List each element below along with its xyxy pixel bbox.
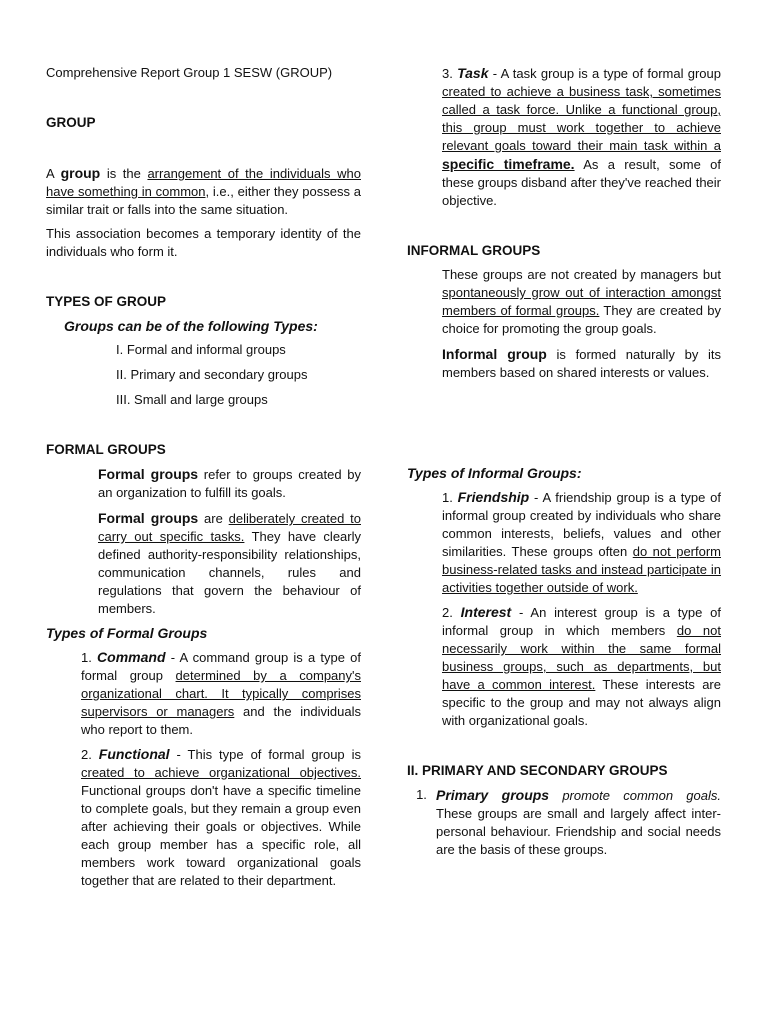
item-number: 1. [81, 650, 92, 665]
text: - This type of formal group is [169, 747, 361, 762]
right-column [407, 64, 721, 859]
item-title: Command [97, 649, 166, 665]
item-number: 1. [416, 787, 427, 802]
informal-groups-heading: INFORMAL GROUPS [407, 243, 541, 258]
formal-paragraph-1 [98, 465, 361, 502]
bold-underlined-text: specific timeframe. [442, 156, 575, 172]
association-paragraph: This association becomes a temporary identity of the individuals who form it. [46, 226, 361, 259]
types-informal-heading: Types of Informal Groups: [407, 465, 582, 481]
item-title: Friendship [457, 489, 530, 505]
list-item: III. Small and large groups [116, 392, 268, 407]
item-number: 2. [442, 605, 453, 620]
friendship-item [442, 488, 721, 597]
group-definition [46, 164, 361, 219]
task-item [442, 64, 721, 210]
bold-term: Informal group [442, 346, 547, 362]
text: - A task group is a type of formal group [488, 66, 721, 81]
informal-paragraph-1 [442, 266, 721, 338]
item-number: 3. [442, 66, 453, 81]
group-term: group [60, 165, 101, 181]
left-column [46, 64, 361, 890]
types-intro: Groups can be of the following Types: [64, 318, 318, 334]
text: is the [106, 166, 141, 181]
formal-paragraph-2 [98, 509, 361, 618]
types-list [116, 341, 361, 409]
primary-item [407, 786, 721, 859]
group-heading: GROUP [46, 115, 96, 130]
text: Functional groups don't have a specific timeline to complete goals, but they remain a group even after achieving their goals or objectives. While each group member has a specific role, all members work toward organizational goals together that are related to their department. [81, 783, 361, 888]
list-item: II. Primary and secondary groups [116, 367, 308, 382]
report-title: Comprehensive Report Group 1 SESW (GROUP) [46, 65, 333, 80]
functional-item [81, 745, 361, 890]
underlined-text: created to achieve a business task, sometimes called a task force. Unlike a functional group, this group must work together to achieve relevant goals toward their main task within a [442, 84, 721, 153]
underlined-text: do not perform business-related tasks and instead participate in activities together outside of work. [442, 544, 721, 595]
text: and the individuals who report to them. [81, 704, 361, 737]
primary-secondary-heading: II. PRIMARY AND SECONDARY GROUPS [407, 763, 668, 778]
text: is formed naturally by its members based on shared interests or values. [442, 347, 721, 380]
text: These interests are specific to the group and may not always align with organizational goals. [442, 677, 721, 728]
underlined-text: spontaneously grow out of interaction amongst members of formal groups. [442, 285, 721, 318]
formal-groups-heading: FORMAL GROUPS [46, 442, 166, 457]
types-formal-heading: Types of Formal Groups [46, 625, 208, 641]
bold-term: Formal groups [98, 510, 199, 526]
underlined-text: do not necessarily work within the same formal business groups, such as departments, but have a common interest. [442, 623, 721, 692]
underlined-text: determined by a company's organizational chart. It typically comprises supervisors or managers [81, 668, 361, 719]
italic-text: promote common goals. [549, 788, 721, 803]
text: , i.e., either they possess a similar trait or falls into the same situation. [46, 184, 361, 217]
text: As a result, some of these groups disband after they've reached their objective. [442, 157, 721, 208]
text: They are created by choice for promoting the group goals. [442, 303, 721, 336]
text: - A friendship group is a type of informal group created by individuals who share common interests, beliefs, values and other similarities. These groups often [442, 490, 721, 559]
text: refer to groups created by an organization to fulfill its goals. [98, 467, 361, 500]
text: are [198, 511, 229, 526]
underlined-text: created to achieve organizational objectives. [81, 765, 361, 780]
types-heading: TYPES OF GROUP [46, 294, 167, 309]
text: - An interest group is a type of informal group in which members [442, 605, 721, 638]
text: A [46, 166, 54, 181]
primary-text [436, 786, 721, 859]
item-title: Interest [460, 604, 512, 620]
item-number: 1. [442, 490, 453, 505]
group-def-underlined: arrangement of the individuals who have something in common [46, 166, 361, 199]
bold-term: Formal groups [98, 466, 199, 482]
item-number: 2. [81, 747, 92, 762]
item-title: Primary groups [436, 787, 550, 803]
item-title: Task [457, 65, 489, 81]
text: They have clearly defined authority-responsibility relationships, communication channels, rules and regulations that govern the behaviour of members. [98, 529, 361, 616]
interest-item [442, 603, 721, 730]
item-title: Functional [98, 746, 170, 762]
text: These groups are not created by managers but [442, 267, 721, 282]
informal-paragraph-2 [442, 345, 721, 382]
text: - A command group is a type of formal group [81, 650, 361, 683]
underlined-text: deliberately created to carry out specific tasks. [98, 511, 361, 544]
command-item [81, 648, 361, 739]
list-item: I. Formal and informal groups [116, 342, 286, 357]
text: These groups are small and largely affect inter-personal behaviour. Friendship and social needs are the basis of these groups. [436, 806, 721, 857]
